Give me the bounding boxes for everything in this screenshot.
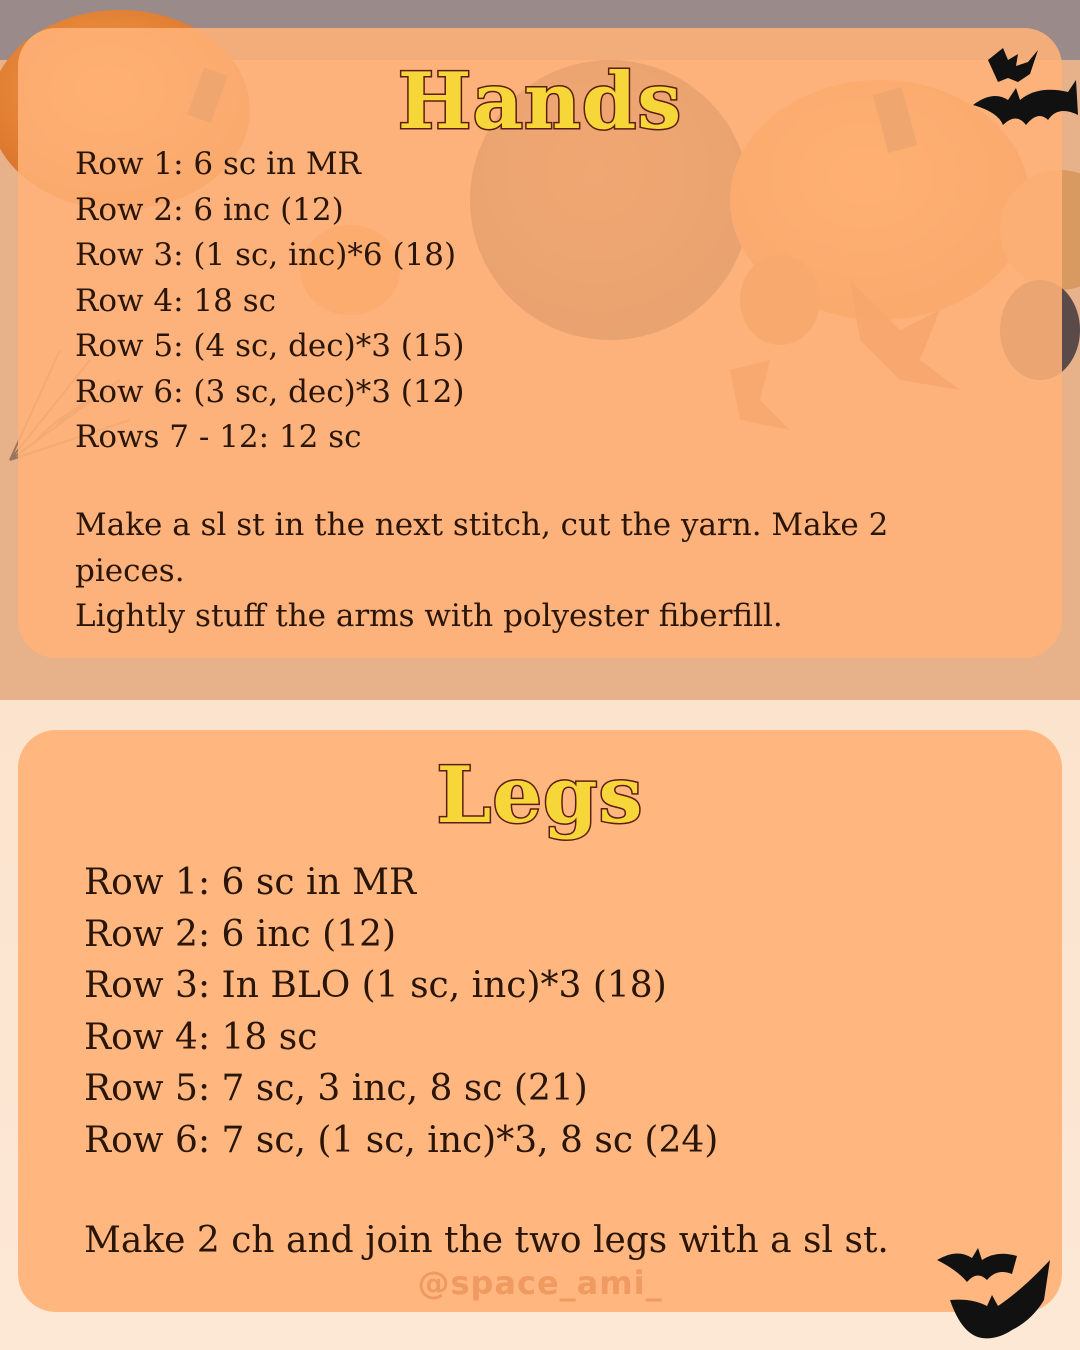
list-item: Row 4: 18 sc <box>75 282 276 319</box>
bat-icon <box>968 30 1080 150</box>
legs-panel <box>18 730 1062 1312</box>
list-item: Row 1: 6 sc in MR <box>75 146 361 182</box>
list-item: Row 6: 7 sc, (1 sc, inc)*3, 8 sc (24) <box>84 1119 719 1161</box>
list-item: Row 4: 18 sc <box>84 1016 318 1058</box>
legs-rows <box>84 857 718 1166</box>
list-item: Row 6: (3 sc, dec)*3 (12) <box>75 373 465 410</box>
legs-title: Legs <box>436 750 644 841</box>
list-item: Row 2: 6 inc (12) <box>75 191 344 228</box>
hands-instructions <box>75 503 975 640</box>
hands-note-1: Make a sl st in the next stitch, cut the yarn. Make 2 pieces. <box>75 507 889 589</box>
list-item: Rows 7 - 12: 12 sc <box>75 419 362 455</box>
hands-panel <box>18 28 1062 658</box>
watermark-handle: @space_ami_ <box>417 1264 663 1302</box>
legs-note: Make 2 ch and join the two legs with a sl st. <box>84 1220 889 1261</box>
hands-title: Hands <box>397 56 683 147</box>
list-item: Row 5: (4 sc, dec)*3 (15) <box>75 328 465 364</box>
list-item: Row 5: 7 sc, 3 inc, 8 sc (21) <box>84 1068 588 1109</box>
hands-rows <box>75 142 464 461</box>
hands-note-2: Lightly stuff the arms with polyester fiberfill. <box>75 598 783 634</box>
list-item: Row 2: 6 inc (12) <box>84 913 397 955</box>
bat-icon <box>932 1240 1062 1350</box>
list-item: Row 1: 6 sc in MR <box>84 862 417 903</box>
list-item: Row 3: In BLO (1 sc, inc)*3 (18) <box>84 965 667 1006</box>
legs-instructions <box>84 1215 1024 1266</box>
list-item: Row 3: (1 sc, inc)*6 (18) <box>75 237 457 273</box>
